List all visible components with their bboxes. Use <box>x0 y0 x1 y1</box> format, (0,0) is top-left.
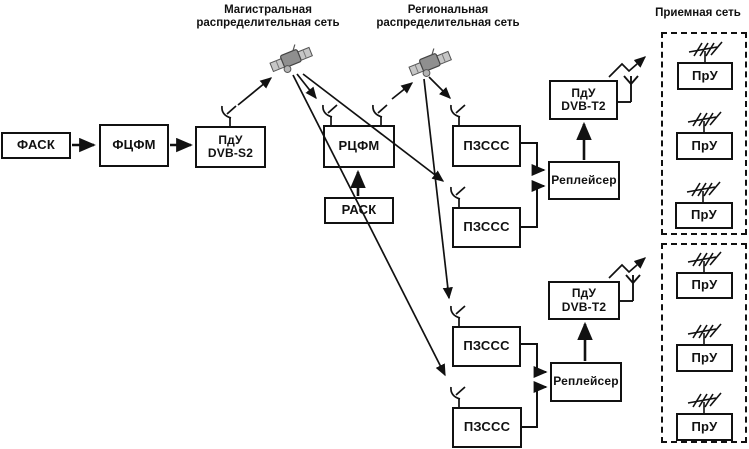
node-rask <box>324 197 394 224</box>
trunk-network-label-line1: Магистральная <box>224 4 312 16</box>
node-pdu-dvb-t2-1 <box>549 80 618 120</box>
node-rcfm <box>323 125 395 168</box>
satellite-icon-regional <box>406 44 454 81</box>
arrow-trunk-satellite-to-rcfm <box>297 74 316 98</box>
trunk-network-label-line2: распределительная сеть <box>196 17 340 29</box>
regional-network-label-line2: распределительная сеть <box>376 17 520 29</box>
satellite-icon-trunk <box>267 40 315 77</box>
dish-antenna-icon-pzsss-2 <box>451 187 465 207</box>
trunk-network-label <box>183 4 353 30</box>
node-pdu-dvb-t2-1-line2: DVB-T2 <box>561 99 606 113</box>
node-repleyser-1-label: Реплейсер <box>551 172 617 187</box>
dish-antenna-icon-pzsss-3 <box>451 306 465 326</box>
dish-antenna-icon-pzsss-1 <box>451 105 465 125</box>
node-pru-2-label: ПрУ <box>691 137 718 153</box>
node-pdu-dvb-t2-2-line2: DVB-T2 <box>561 299 607 314</box>
node-pdu-dvb-s2 <box>195 126 266 168</box>
node-pdu-dvb-s2-line1: ПдУ <box>218 132 243 147</box>
node-pzsss-4 <box>452 407 522 448</box>
node-pzsss-3 <box>452 326 521 367</box>
node-fcfm <box>99 124 169 167</box>
node-pru-6 <box>676 413 733 441</box>
node-pru-4-label: ПрУ <box>691 277 718 293</box>
node-pru-6-label: ПрУ <box>691 418 718 434</box>
arrow-pzsss-1-to-repleyser-1 <box>521 143 544 170</box>
dish-antenna-icon-rcfm-tx <box>373 105 387 125</box>
node-repleyser-2-label: Реплейсер <box>553 374 619 389</box>
node-fask <box>1 132 71 159</box>
dish-antenna-icon-pzsss-4 <box>451 387 465 407</box>
radio-wave-arrow-icon-2 <box>609 258 645 278</box>
node-pru-3-label: ПрУ <box>691 207 717 223</box>
arrow-regional-satellite-to-pzsss-3 <box>424 79 449 298</box>
arrow-pzsss-3-to-repleyser-2 <box>521 344 546 372</box>
node-pru-5-label: ПрУ <box>691 349 718 365</box>
dish-antenna-icon-rcfm-rx <box>323 105 337 125</box>
node-pzsss-2-label: ПЗССС <box>463 219 510 235</box>
node-pru-2 <box>676 132 733 160</box>
node-rask-label: РАСК <box>341 202 377 218</box>
arrow-regional-satellite-to-pzsss-1 <box>429 77 450 98</box>
node-fcfm-label: ФЦФМ <box>112 137 156 153</box>
node-pzsss-1 <box>452 125 521 167</box>
node-pru-4 <box>676 272 733 299</box>
arrow-pzsss-4-to-repleyser-2 <box>522 387 546 427</box>
regional-network-label-line1: Региональная <box>407 4 489 16</box>
node-pru-5 <box>676 344 733 372</box>
reception-network-label <box>648 7 748 20</box>
transmit-antenna-icon-2 <box>619 275 640 301</box>
node-pzsss-1-label: ПЗССС <box>463 137 510 153</box>
arrow-trunk-satellite-to-pzsss-4 <box>293 75 445 375</box>
node-pdu-dvb-t2-2-line1: ПдУ <box>571 286 597 301</box>
node-pzsss-4-label: ПЗССС <box>463 419 511 435</box>
node-pru-1-label: ПрУ <box>692 67 718 83</box>
radio-wave-arrow-icon-1 <box>609 57 645 77</box>
node-pzsss-3-label: ПЗССС <box>463 338 510 354</box>
dish-antenna-icon-pdu-s2 <box>222 106 236 126</box>
arrow-pdu-s2-to-trunk-satellite <box>238 78 271 105</box>
node-pdu-dvb-t2-2 <box>548 281 620 320</box>
node-rcfm-label: РЦФМ <box>338 138 380 154</box>
node-repleyser-1 <box>548 161 620 200</box>
node-repleyser-2 <box>550 362 622 402</box>
transmit-antenna-icon-1 <box>617 76 638 102</box>
arrow-pzsss-2-to-repleyser-1 <box>521 186 544 227</box>
node-pdu-dvb-s2-line2: DVB-S2 <box>207 146 254 160</box>
node-pru-3 <box>675 202 733 229</box>
reception-network-label-text: Приемная сеть <box>655 7 741 19</box>
arrow-rcfm-to-regional-satellite <box>392 83 412 99</box>
regional-network-label <box>363 4 533 30</box>
node-pdu-dvb-t2-1-line1: ПдУ <box>571 85 596 100</box>
node-pzsss-2 <box>452 207 521 248</box>
node-fask-label: ФАСК <box>17 137 55 153</box>
node-pru-1 <box>677 62 733 90</box>
